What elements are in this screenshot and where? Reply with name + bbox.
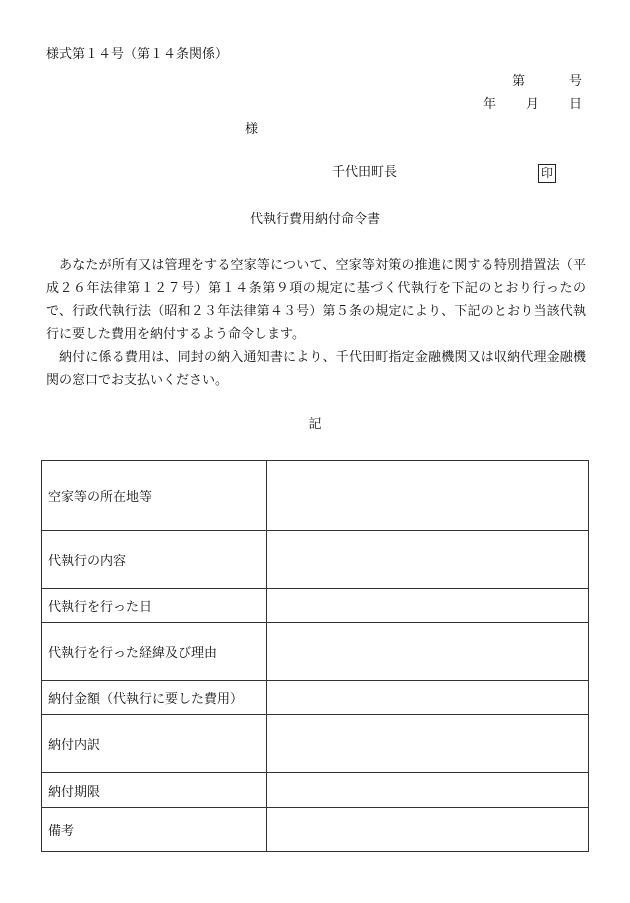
body-paragraph: あなたが所有又は管理をする空家等について、空家等対策の推進に関する特別措置法（平成２６年法律第１２７号）第１４条第９項の規定に基づく代執行を下記のとおり行ったので、行政代執行法（昭和２３年法律第４３号）第５条の規定により、下記のとおり当該代執行に要した費用を納付するよう命令します。 [46,258,586,342]
row-value [267,531,589,589]
row-label: 代執行を行った経緯及び理由 [42,623,267,681]
addressee-suffix: 様 [245,122,259,137]
issuer-name: 千代田町長 [332,165,398,180]
row-value [267,623,589,681]
table-row [42,681,589,715]
row-label: 代執行の内容 [42,531,267,589]
date-month: 月 [525,97,539,112]
table-row [42,715,589,773]
table-row [42,773,589,808]
row-label: 納付金額（代執行に要した費用） [42,681,267,715]
row-value [267,461,589,531]
number-suffix: 号 [568,74,582,89]
row-label: 代執行を行った日 [42,589,267,623]
body-paragraph: 納付に係る費用は、同封の納入通知書により、千代田町指定金融機関又は収納代理金融機関の窓口でお支払いください。 [46,350,586,388]
row-label: 備考 [42,808,267,852]
row-value [267,589,589,623]
row-label: 空家等の所在地等 [42,461,267,531]
document-number [512,74,582,90]
table-row [42,531,589,589]
form-number: 様式第１４号（第１４条関係） [46,47,229,62]
row-value [267,773,589,808]
number-prefix: 第 [511,74,525,89]
seal-mark: 印 [538,164,556,183]
row-value [267,715,589,773]
details-table [41,460,589,852]
date-day: 日 [568,97,582,112]
row-value [267,681,589,715]
table-row [42,589,589,623]
table-row [42,808,589,852]
date-year: 年 [482,97,496,112]
table-row [42,623,589,681]
document-title: 代執行費用納付命令書 [249,212,380,227]
row-value [267,808,589,852]
table-row [42,461,589,531]
row-label: 納付期限 [42,773,267,808]
row-label: 納付内訳 [42,715,267,773]
ki-heading: 記 [308,417,322,432]
document-date [483,97,582,113]
